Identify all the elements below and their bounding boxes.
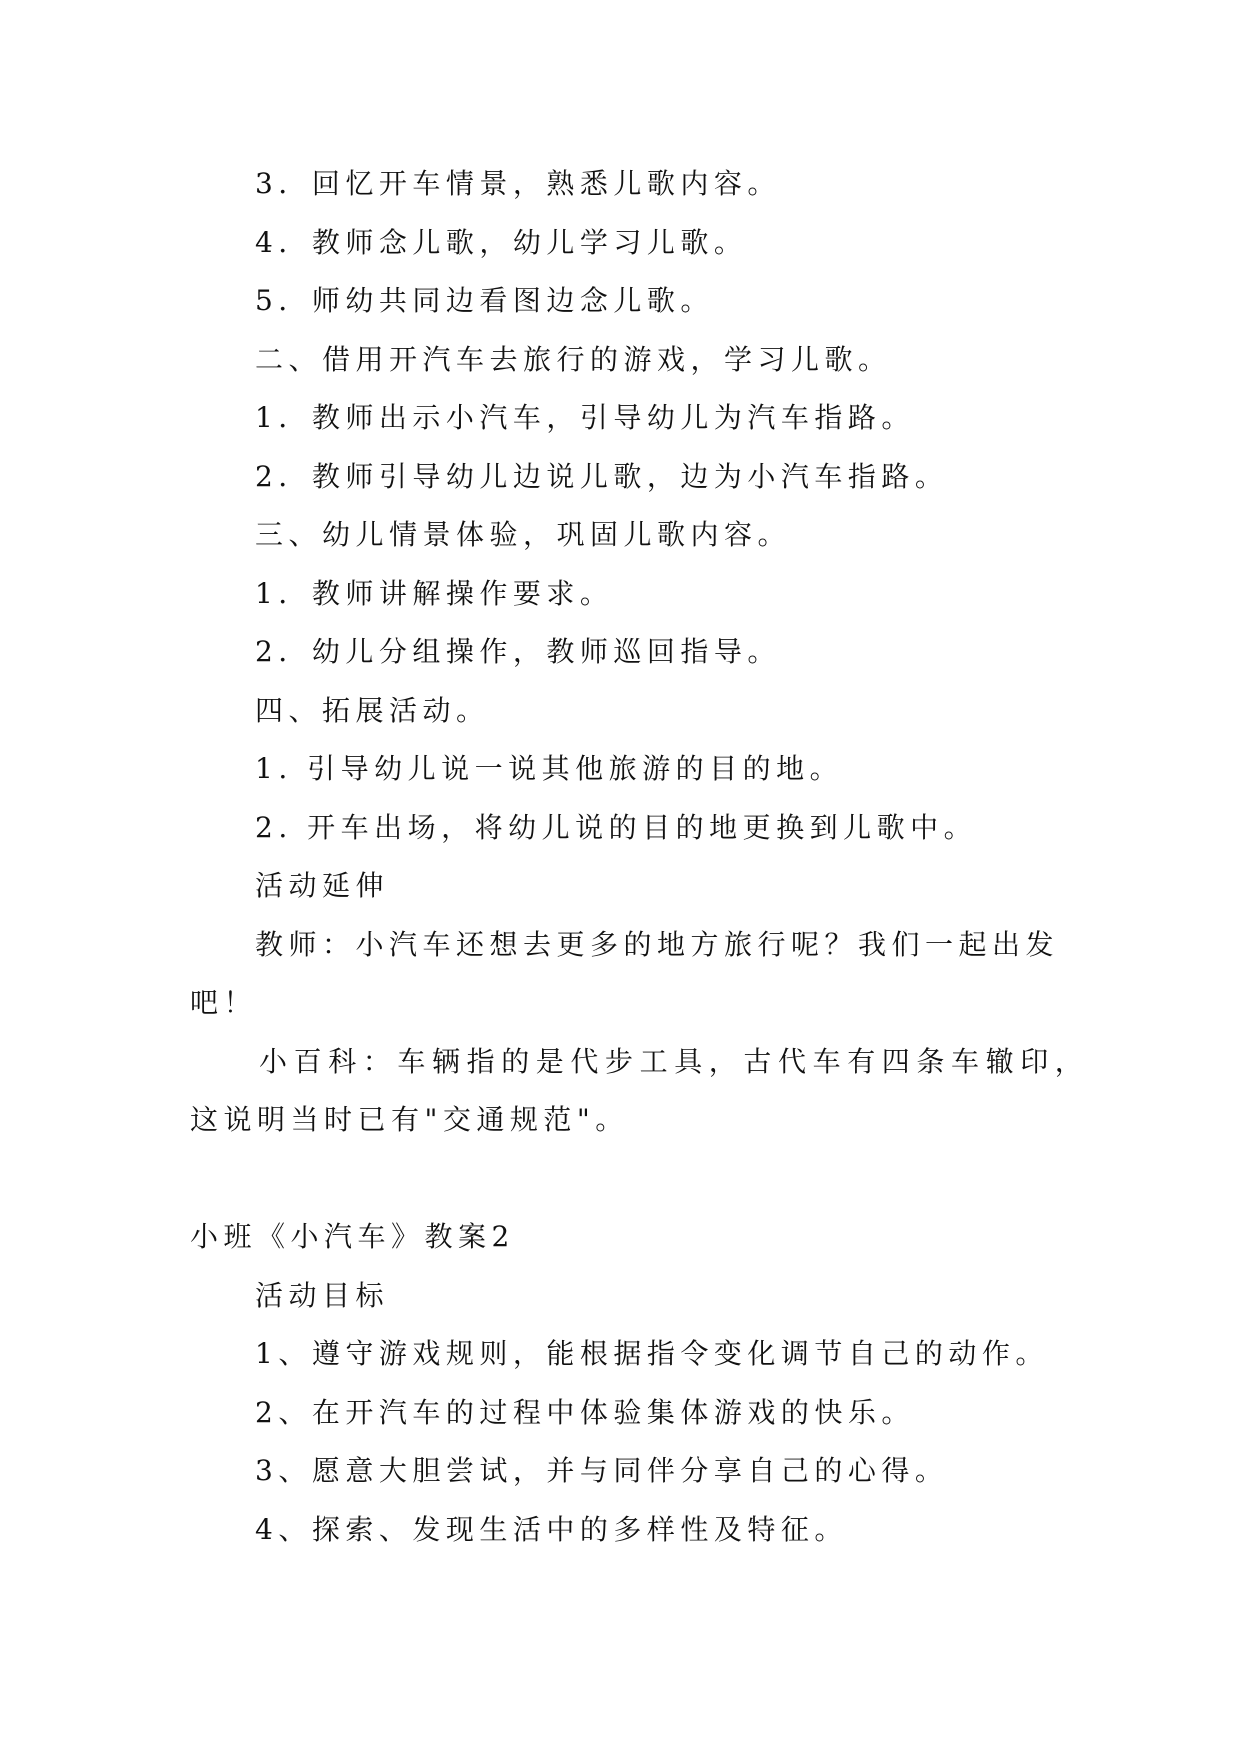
part4-step: 2. 开车出场，将幼儿说的目的地更换到儿歌中。 (255, 810, 978, 844)
section-heading-part4: 四、拓展活动。 (255, 693, 490, 727)
goal-item: 4、探索、发现生活中的多样性及特征。 (255, 1512, 848, 1546)
document-body (0, 155, 1241, 1559)
process-step: 5．师幼共同边看图边念儿歌。 (255, 284, 714, 317)
goal-item: 2、在开汽车的过程中体验集体游戏的快乐。 (255, 1395, 915, 1429)
extension-text-line: 教师：小汽车还想去更多的地方旅行呢？我们一起出发 (255, 927, 1060, 961)
part2-step: 2．教师引导幼儿边说儿歌，边为小汽车指路。 (255, 459, 949, 493)
goals-heading: 活动目标 (255, 1278, 390, 1312)
part4-step: 1. 引导幼儿说一说其他旅游的目的地。 (255, 752, 844, 785)
goal-item: 1、遵守游戏规则，能根据指令变化调节自己的动作。 (255, 1337, 1049, 1370)
extension-text-line: 吧！ (190, 986, 258, 1019)
section-heading-part3: 三、幼儿情景体验，巩固儿歌内容。 (255, 518, 792, 551)
goal-item: 3、愿意大胆尝试，并与同伴分享自己的心得。 (255, 1454, 949, 1487)
encyclopedia-text-line: 这说明当时已有"交通规范"。 (190, 1103, 629, 1136)
paragraph-spacer (0, 1150, 1241, 1209)
lesson-title: 小班《小汽车》教案2 (190, 1220, 515, 1253)
process-step: 3．回忆开车情景，熟悉儿歌内容。 (255, 167, 781, 200)
part3-step: 2．幼儿分组操作，教师巡回指导。 (255, 635, 781, 668)
section-heading-part2: 二、借用开汽车去旅行的游戏，学习儿歌。 (255, 342, 892, 376)
part2-step: 1．教师出示小汽车，引导幼儿为汽车指路。 (255, 401, 915, 434)
part3-step: 1．教师讲解操作要求。 (255, 576, 614, 610)
encyclopedia-text-line: 小百科：车辆指的是代步工具，古代车有四条车辙印， (259, 1044, 1090, 1078)
extension-heading: 活动延伸 (255, 869, 390, 902)
process-step: 4．教师念儿歌，幼儿学习儿歌。 (255, 225, 748, 259)
